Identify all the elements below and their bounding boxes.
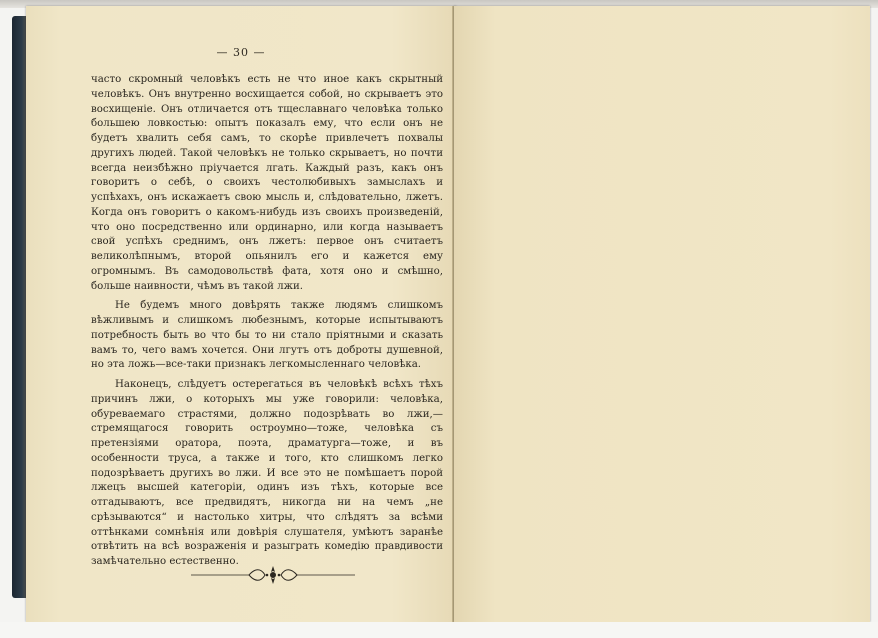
left-page xyxy=(26,6,456,622)
page-number: — 30 — xyxy=(216,46,266,59)
paragraph-2: Не будемъ много довѣрять также людямъ слишкомъ вѣжливымъ и слишкомъ любезнымъ, которые испытываютъ потребность быть во что бы то ни стало пріятными и сказать вамъ то, чего вамъ хочется. Они лгутъ отъ доброты душевной, но эта ложь—все-таки признакъ легкомысленнаго человѣка. xyxy=(91,300,443,371)
floral-divider-ornament-icon xyxy=(191,562,355,588)
right-page xyxy=(454,6,870,622)
page-text-block xyxy=(91,73,443,570)
scan-background-bottom xyxy=(0,622,878,638)
paragraph-1: часто скромный человѣкъ есть не что иное какъ скрытный человѣкъ. Онъ внутренно восхищается собой, но скрываетъ это восхищеніе. Онъ отличается отъ тщеславнаго человѣка только большею ловкостью: опытъ показалъ ему, что если онъ не будетъ хвалить себя самъ, то скорѣе привлечетъ похвалы другихъ людей. Такой человѣкъ не только скрываетъ, но почти всегда неизбѣжно пріучается лгать. Каждый разъ, какъ онъ говоритъ о себѣ, о своихъ честолюбивыхъ замыслахъ и успѣхахъ, онъ искажаетъ свою мысль и, слѣдовательно, лжетъ. Когда онъ говоритъ о какомъ-нибудь изъ своихъ произведеній, что оно посредственно или ординарно, или когда называетъ свой успѣхъ среднимъ, онъ лжетъ: первое онъ считаетъ великолѣпнымъ, второй опьянилъ его и кажется ему огромнымъ. Въ самодовольствѣ фата, хотя оно и смѣшно, больше наивности, чѣмъ въ такой лжи. xyxy=(91,74,443,292)
paragraph-3: Наконецъ, слѣдуетъ остерегаться въ человѣкѣ всѣхъ тѣхъ причинъ лжи, о которыхъ мы уже говорили: человѣка, обуреваемаго страстями, должно подозрѣвать во лжи,—стремящагося говорить остроумно—тоже, человѣка съ претензіями оратора, поэта, драматурга—тоже, и въ особенности труса, а также и того, кто слишкомъ легко подозрѣваетъ другихъ во лжи. И все это не помѣшаетъ порой лжецъ высшей категоріи, одинъ изъ тѣхъ, которые все отгадываютъ, все предвидятъ, никогда ни на чемъ „не срѣзываются“ и настолько хитры, что слѣдятъ за всѣми оттѣнками сомнѣнія или довѣрія слушателя, умѣютъ заранѣе отвѣтить на всѣ возраженія и разыграть комедію правдивости замѣчательно естественно. xyxy=(91,379,443,567)
